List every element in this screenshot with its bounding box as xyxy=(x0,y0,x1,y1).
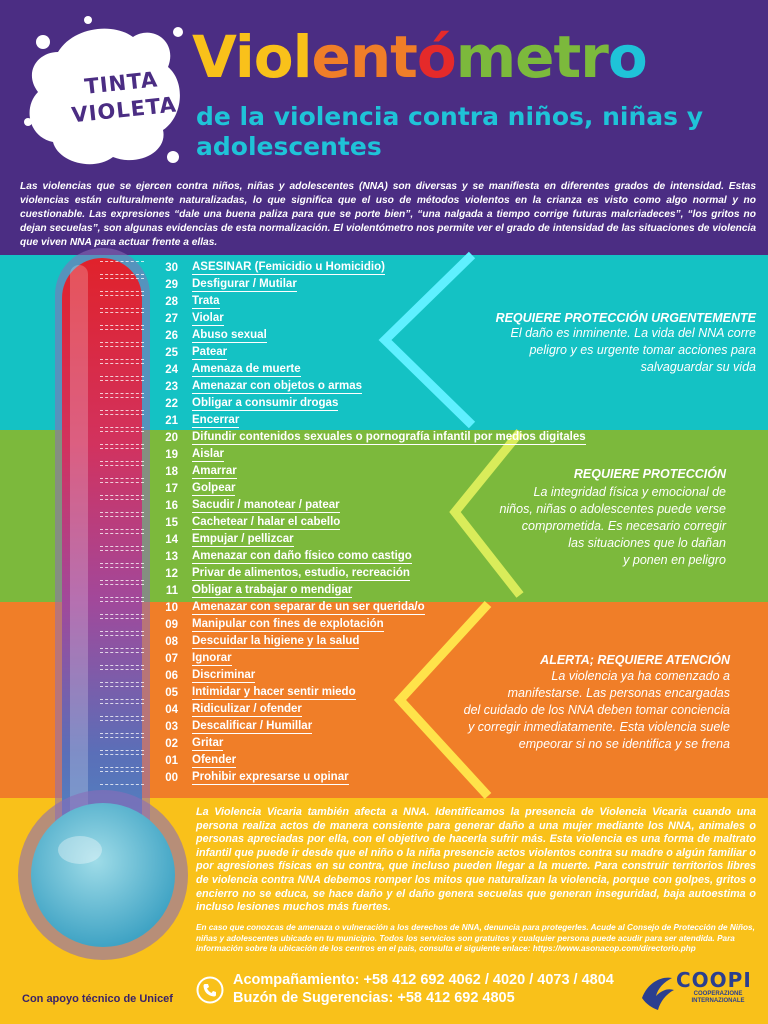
scale-tick-marks xyxy=(100,720,144,734)
description-line: empeorar si no se identifica y se frena xyxy=(518,737,730,751)
scale-number: 17 xyxy=(165,482,178,495)
logo-line-1: TINTA xyxy=(83,67,160,99)
scale-tick-marks xyxy=(100,567,144,581)
scale-row xyxy=(100,736,223,753)
scale-label: Gritar xyxy=(192,737,224,750)
scale-number: 00 xyxy=(165,772,178,785)
scale-tick-marks xyxy=(100,652,144,666)
scale-tick-marks xyxy=(100,550,144,564)
scale-label: Privar de alimentos, estudio, recreación xyxy=(192,567,410,580)
scale-label: Desfigurar / Mutilar xyxy=(192,277,297,290)
scale-label: Descuidar la higiene y la salud xyxy=(192,635,360,648)
support-phone-numbers[interactable]: Acompañamiento: +58 412 692 4062 / 4020 / 4073 / 4804 xyxy=(233,972,614,988)
scale-row xyxy=(100,514,340,531)
scale-number: 29 xyxy=(165,278,178,291)
level-description-alert xyxy=(464,668,730,753)
scale-number: 03 xyxy=(165,721,178,734)
scale-tick-marks xyxy=(100,499,144,513)
scale-label: Violar xyxy=(192,311,224,324)
description-line: La integridad física y emocional de xyxy=(533,485,726,499)
scale-row xyxy=(100,463,237,480)
scale-number: 13 xyxy=(165,551,178,563)
scale-number: 02 xyxy=(165,738,178,751)
scale-row xyxy=(100,651,232,668)
scale-tick-marks xyxy=(100,771,144,785)
scale-tick-marks xyxy=(100,414,144,428)
scale-row xyxy=(100,702,302,719)
scale-row xyxy=(100,566,410,583)
description-line: del cuidado de los NNA deben tomar conciencia xyxy=(463,703,730,717)
scale-number: 24 xyxy=(165,363,178,376)
scale-number: 01 xyxy=(165,755,178,768)
scale-label: Trata xyxy=(192,294,220,307)
scale-tick-marks xyxy=(100,346,144,360)
scale-row xyxy=(100,378,362,395)
scale-number: 26 xyxy=(165,329,178,342)
scale-label: Ridiculizar / ofender xyxy=(192,703,302,716)
scale-label: Abuso sexual xyxy=(192,328,267,341)
description-line: comprometida. Es necesario corregir xyxy=(521,519,726,533)
scale-row xyxy=(100,429,586,446)
scale-number: 22 xyxy=(165,397,178,410)
scale-tick-marks xyxy=(100,686,144,700)
scale-row xyxy=(100,634,359,651)
scale-label: Patear xyxy=(192,345,228,358)
scale-label: Ofender xyxy=(192,754,237,767)
scale-number: 28 xyxy=(165,295,178,308)
scale-tick-marks xyxy=(100,482,144,496)
scale-label: Sacudir / manotear / patear xyxy=(192,498,340,511)
vicarious-violence-paragraph: La Violencia Vicaria también afecta a NNA. Identificamos la presencia de Violencia Vicaria cuando una persona realiza actos de manera consiente para generar daño a una mujer mediante los NNA, animales o personas apreciadas por ella, con el objetivo de hacerla sufrir más. Esta violencia es una forma de maltrato infantil que puede ir desde que el niño o la niña presencie actos violentos contra su madre o algún familiar o por agresiones físicas en su contra, que incluso pueden llegar a la muerte. Para construir territorios libres de violencia contra NNA debemos romper los mitos que naturalizan la violencia, porque con golpes, gritos o encierro no se educa, se hace daño y el daño genera secuelas que generan inseguridad, baja autoestima o incluso lesiones muchos más fuertes. xyxy=(196,806,756,914)
scale-tick-marks xyxy=(100,465,144,479)
scale-row xyxy=(100,531,294,548)
scale-tick-marks xyxy=(100,533,144,547)
scale-label: Amenazar con separar de un ser querida/o xyxy=(192,601,425,614)
scale-number: 30 xyxy=(165,261,178,274)
scale-label: Obligar a consumir drogas xyxy=(192,396,339,409)
description-line: y ponen en peligro xyxy=(623,553,726,567)
description-line: peligro y es urgente tomar acciones para xyxy=(529,343,756,357)
scale-label: Intimidar y hacer sentir miedo xyxy=(192,686,356,699)
scale-label: Amenazar con daño físico como castigo xyxy=(192,550,412,562)
scale-row xyxy=(100,259,385,276)
level-title-urgent: REQUIERE PROTECCIÓN URGENTEMENTE xyxy=(495,311,756,325)
scale-number: 19 xyxy=(165,448,178,461)
scale-number: 12 xyxy=(165,568,178,581)
scale-label: Difundir contenidos sexuales o pornografía infantil por medios digitales xyxy=(192,430,586,443)
scale-row xyxy=(100,327,267,344)
report-instructions: En caso que conozcas de amenaza o vulneración a los derechos de NNA, denuncia para protegerles. Acude al Consejo de Protección de Niños, niñas y adolescentes ubicado en tu municipio. Todos los servicios son gratuitos y cualquier persona puede acudir para ser atendida. Para información sobre la ubicación de los centros en el país, consulta el siguiente enlace: https://www.asonacop.com/directorio.php xyxy=(196,923,755,954)
scale-label: Aislar xyxy=(192,447,224,460)
scale-label: Obligar a trabajar o mendigar xyxy=(192,584,353,597)
scale-row xyxy=(100,770,349,787)
phone-icon xyxy=(196,976,224,1004)
scale-row xyxy=(100,293,220,310)
scale-tick-marks xyxy=(100,363,144,377)
scale-number: 04 xyxy=(165,704,178,717)
scale-row xyxy=(100,344,227,361)
scale-row xyxy=(100,497,340,514)
coopi-tagline: COOPERAZIONE INTERNAZIONALE xyxy=(691,991,745,1004)
scale-label: Prohibir expresarse u opinar xyxy=(192,771,349,784)
intro-paragraph: Las violencias que se ejercen contra niños, niñas y adolescentes (NNA) son diversas y se manifiesta en diferentes grados de intensidad. Estas violencias están culturalmente naturalizadas, lo que significa que el uso de métodos violentos en la crianza es visto como algo normal y no cuestionable. Las expresiones “dale una buena paliza para que se porte bien”, “una nalgada a tiempo corrige futuras malcriadeces”, “los gritos no dejan secuelas”, son algunas evidencias de esta normalización. El violentómetro nos permite ver el grado de intensidad de las situaciones de violencia que viven NNA para actuar frente a ellas. xyxy=(20,181,756,248)
unicef-support-note: Con apoyo técnico de Unicef xyxy=(22,993,173,1005)
scale-tick-marks xyxy=(100,618,144,632)
scale-tick-marks xyxy=(100,737,144,751)
scale-number: 23 xyxy=(165,380,178,393)
level-description-protection xyxy=(499,484,726,569)
scale-label: Amenazar con objetos o armas xyxy=(192,379,362,392)
scale-row xyxy=(100,310,224,327)
scale-tick-marks xyxy=(100,261,144,275)
scale-row xyxy=(100,583,352,600)
scale-row xyxy=(100,668,255,685)
title-part: o xyxy=(607,23,647,91)
level-title-protection: REQUIERE PROTECCIÓN xyxy=(573,467,726,481)
scale-row xyxy=(100,446,224,463)
scale-row xyxy=(100,719,312,736)
scale-number: 16 xyxy=(165,499,178,512)
scale-row xyxy=(100,600,425,617)
scale-tick-marks xyxy=(100,516,144,530)
scale-label: Amenaza de muerte xyxy=(192,362,301,375)
scale-number: 07 xyxy=(165,653,178,666)
scale-tick-marks xyxy=(100,703,144,717)
scale-number: 08 xyxy=(165,636,178,649)
description-line: y corregir inmediatamente. Esta violencia suele xyxy=(468,720,730,734)
scale-label: Cachetear / halar el cabello xyxy=(192,515,341,528)
title-part: Viol xyxy=(192,23,312,91)
scale-label: Golpear xyxy=(192,481,236,494)
description-line: La violencia ya ha comenzado a xyxy=(551,669,730,683)
scale-tick-marks xyxy=(100,329,144,343)
coopi-wordmark: COOPI xyxy=(676,968,752,992)
scale-number: 21 xyxy=(165,414,178,427)
scale-tick-marks xyxy=(100,669,144,683)
scale-tick-marks xyxy=(100,397,144,411)
scale-label: Encerrar xyxy=(192,413,240,426)
scale-number: 09 xyxy=(165,619,178,632)
scale-label: Discriminar xyxy=(192,669,256,682)
scale-tick-marks xyxy=(100,431,144,445)
page-subtitle: de la violencia contra niños, niñas y adolescentes xyxy=(196,102,704,161)
title-part: ent xyxy=(311,23,417,91)
scale-label: ASESINAR (Femicidio u Homicidio) xyxy=(192,260,385,273)
scale-number: 15 xyxy=(165,516,178,529)
title-part: ó xyxy=(416,23,456,91)
scale-row xyxy=(100,480,235,497)
scale-number: 18 xyxy=(165,465,178,478)
scale-row xyxy=(100,361,301,378)
scale-row xyxy=(100,685,356,702)
scale-row xyxy=(100,549,412,566)
scale-number: 25 xyxy=(165,346,178,359)
scale-row xyxy=(100,753,236,770)
level-description-urgent xyxy=(510,325,756,376)
scale-row xyxy=(100,412,239,429)
scale-tick-marks xyxy=(100,584,144,598)
description-line: niños, niñas o adolescentes puede verse xyxy=(499,502,726,516)
scale-label: Manipular con fines de explotación xyxy=(192,618,384,631)
scale-label: Empujar / pellizcar xyxy=(192,532,294,545)
scale-number: 11 xyxy=(165,585,178,598)
scale-number: 14 xyxy=(165,533,178,546)
scale-tick-marks xyxy=(100,635,144,649)
scale-label: Descalificar / Humillar xyxy=(192,720,313,733)
scale-row xyxy=(100,395,338,412)
scale-number: 10 xyxy=(165,602,178,615)
description-line: manifestarse. Las personas encargadas xyxy=(507,686,730,700)
scale-label: Ignorar xyxy=(192,652,232,665)
scale-label: Amarrar xyxy=(192,464,237,477)
logo-line-2: VIOLETA xyxy=(70,92,178,128)
suggestions-phone-number[interactable]: Buzón de Sugerencias: +58 412 692 4805 xyxy=(233,990,515,1006)
scale-tick-marks xyxy=(100,754,144,768)
scale-row xyxy=(100,276,297,293)
scale-number: 06 xyxy=(165,670,178,683)
level-title-alert: ALERTA; REQUIERE ATENCIÓN xyxy=(540,653,730,667)
scale-number: 27 xyxy=(165,312,178,325)
description-line: las situaciones que lo dañan xyxy=(568,536,726,550)
description-line: El daño es inminente. La vida del NNA corre xyxy=(510,326,756,340)
scale-number: 20 xyxy=(165,431,178,444)
scale-tick-marks xyxy=(100,295,144,309)
scale-number: 05 xyxy=(165,687,178,700)
scale-tick-marks xyxy=(100,380,144,394)
title-part: metr xyxy=(455,23,608,91)
scale-tick-marks xyxy=(100,448,144,462)
scale-tick-marks xyxy=(100,601,144,615)
description-line: salvaguardar su vida xyxy=(640,360,756,374)
scale-tick-marks xyxy=(100,278,144,292)
scale-row xyxy=(100,617,384,634)
scale-tick-marks xyxy=(100,312,144,326)
